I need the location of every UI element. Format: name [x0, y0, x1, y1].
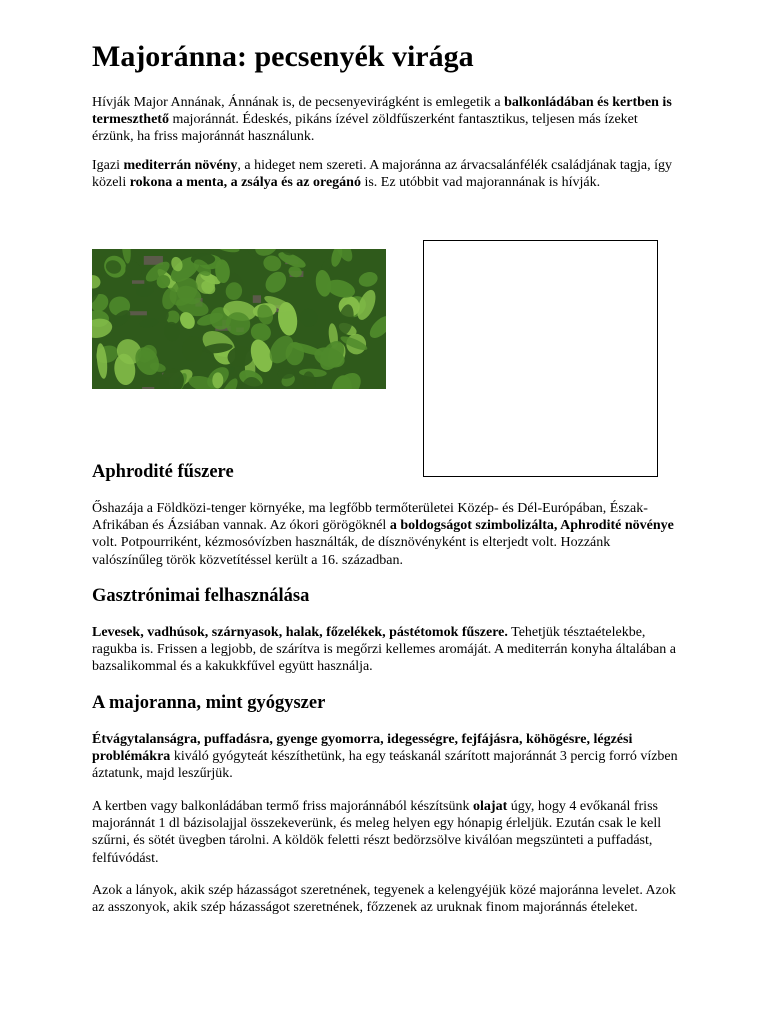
paragraph [92, 882, 682, 916]
intro-paragraph-1 [92, 94, 682, 146]
section-medicine-paragraph-2 [92, 798, 682, 867]
text-run: is. Ez utóbbit vad majorannának is hívják. [360, 175, 601, 191]
section-heading-gastronomy: Gasztrónimai felhasználása [92, 586, 310, 606]
bold-text-run: balkonládában és kertben is termeszthető [92, 95, 672, 128]
section-gastronomy-paragraph [92, 624, 682, 676]
text-run: Őshazája a Földközi-tenger környéke, ma legfőbb termőterületei Közép- és Dél-Európában, Észak-Afrikában és Ázsiában vannak. Az ókori görögöknél [92, 501, 648, 534]
bold-text-run: a boldogságot szimbolizálta, Aphrodité növénye [389, 518, 674, 534]
bold-text-run: rokona a menta, a zsálya és az oregánó [129, 175, 361, 191]
section-heading-aphrodite: Aphrodité fűszere [92, 462, 234, 482]
text-run: úgy, hogy 4 evőkanál friss majoránnát 1 dl bázisolajjal összekeverünk, és meleg helyen egy hónapig érleljük. Ezután csak le kell szűrni, és sötét üvegben tárolni. A köldök feletti részt bedörzsölve kiválóan megszünteti a puffadást, felfúvódást. [92, 799, 662, 866]
text-run: Igazi [92, 158, 124, 173]
bold-text-run: mediterrán növény [123, 158, 238, 173]
leaf-pattern [92, 249, 386, 389]
text-run: Tehetjük tésztaételekbe, ragukba is. Frissen a legjobb, de szárítva is megőrzi kellemes aromáját. A mediterrán konyha általában a bazsalikommal és a kakukkfűvel együtt használja. [92, 625, 676, 675]
paragraph [92, 94, 682, 146]
bold-text-run: Levesek, vadhúsok, szárnyasok, halak, főzelékek, pástétomok fűszere. [92, 625, 508, 640]
bold-text-run: olajat [473, 799, 508, 814]
text-run: Hívják Major Annának, Ánnának is, de pecsenyevirágként is emlegetik a [92, 95, 505, 110]
text-run: A kertben vagy balkonládában termő friss majoránnából készítsünk [92, 799, 474, 814]
text-run: , a hideget nem szereti. A majoránna az árvacsalánfélék családjának tagja, így közeli [92, 158, 672, 191]
page-title: Majoránna: pecsenyék virága [92, 40, 474, 73]
section-medicine-paragraph-3 [92, 882, 682, 916]
marjoram-leaves-photo [92, 249, 386, 389]
section-medicine-paragraph-1 [92, 731, 682, 783]
text-run: volt. Potpourriként, kézmosóvízben használták, de dísznövényként is elterjedt volt. Hozzánk valószínűleg török közvetítéssel került a 16. században. [92, 535, 611, 568]
paragraph [92, 731, 682, 783]
paragraph [92, 624, 682, 676]
empty-image-frame [423, 240, 658, 477]
bold-text-run: Étvágytalanságra, puffadásra, gyenge gyomorra, idegességre, fejfájásra, köhögésre, légzési problémákra [92, 732, 633, 765]
paragraph [92, 157, 682, 191]
section-heading-medicine: A majoranna, mint gyógyszer [92, 693, 326, 713]
intro-paragraph-2 [92, 157, 682, 191]
text-run: kiváló gyógyteát készíthetünk, ha egy teáskanál szárított majoránnát 3 percig forró vízben áztatunk, majd leszűrjük. [92, 749, 678, 782]
text-run: Azok a lányok, akik szép házasságot szeretnének, tegyenek a kelengyéjük közé majoránna levelet. Azok az asszonyok, akik szép házasságot szeretnének, főzzenek az uruknak finom majoránnás ételeket. [92, 883, 676, 916]
text-run: majoránnát. Édeskés, pikáns ízével zöldfűszerként fantasztikus, teljesen más ízeket érzünk, ha friss majoránnát használunk. [92, 112, 638, 145]
paragraph [92, 798, 682, 867]
section-aphrodite-paragraph [92, 500, 682, 569]
paragraph [92, 500, 682, 569]
